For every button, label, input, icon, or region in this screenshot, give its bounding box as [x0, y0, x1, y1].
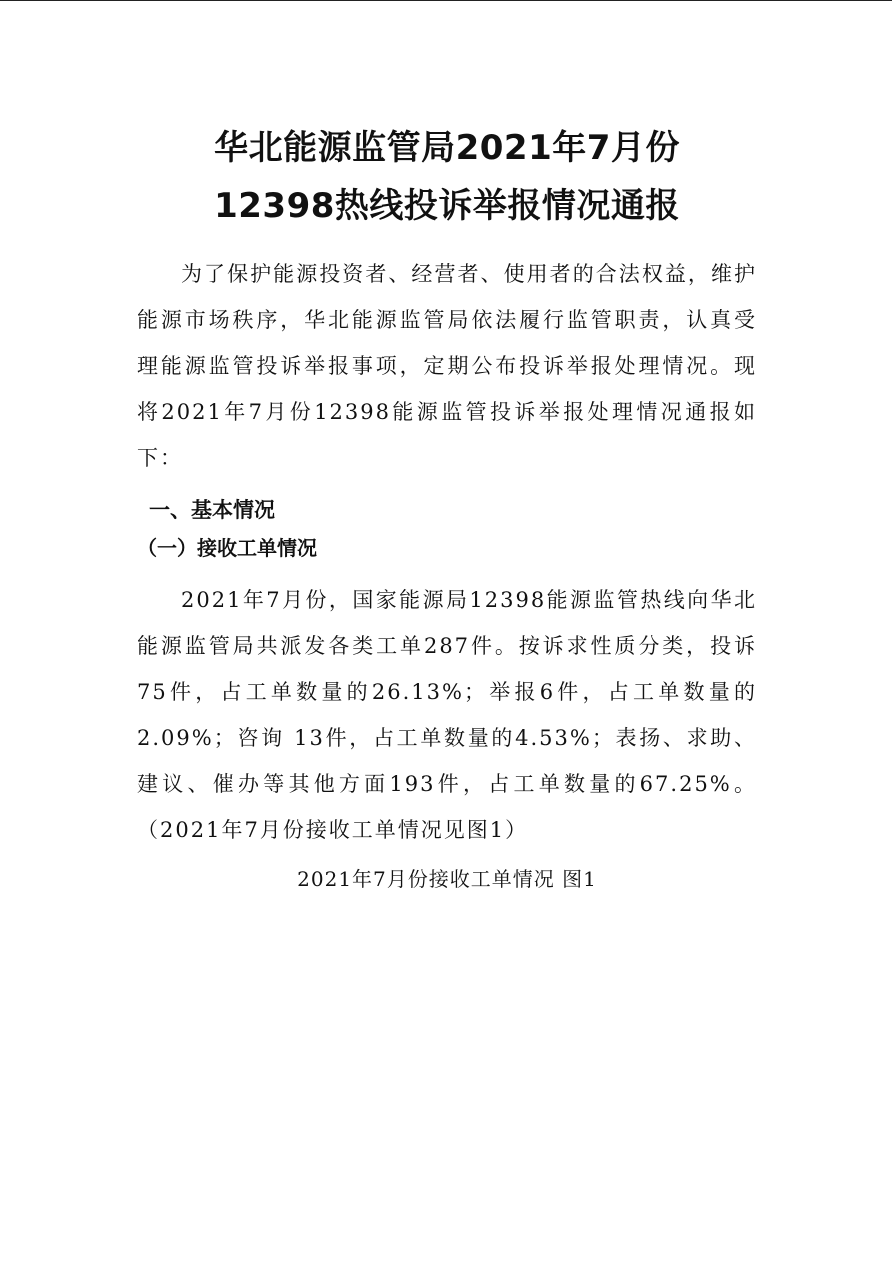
title-line-2: 12398热线投诉举报情况通报 — [214, 186, 680, 226]
document-content — [137, 119, 757, 897]
title-line-1: 华北能源监管局2021年7月份 — [214, 128, 680, 168]
document-title — [137, 119, 757, 235]
figure-caption: 2021年7月份接收工单情况 图1 — [297, 867, 597, 891]
section-heading-basic-situation: 一、基本情况 — [149, 498, 275, 522]
work-orders-paragraph: 2021年7月份，国家能源局12398能源监管热线向华北能源监管局共派发各类工单287件。按诉求性质分类，投诉75件，占工单数量的26.13%；举报6件，占工单数量的2.09%；咨询 13件，占工单数量的4.53%；表扬、求助、建议、催办等其他方面193件，占工单数量的67.25%。（2021年7月份接收工单情况见图1） — [137, 588, 757, 842]
subsection-heading-work-orders: （一）接收工单情况 — [137, 536, 317, 560]
intro-paragraph: 为了保护能源投资者、经营者、使用者的合法权益，维护能源市场秩序，华北能源监管局依法履行监管职责，认真受理能源监管投诉举报事项，定期公布投诉举报处理情况。现将2021年7月份12398能源监管投诉举报处理情况通报如下： — [137, 262, 757, 470]
